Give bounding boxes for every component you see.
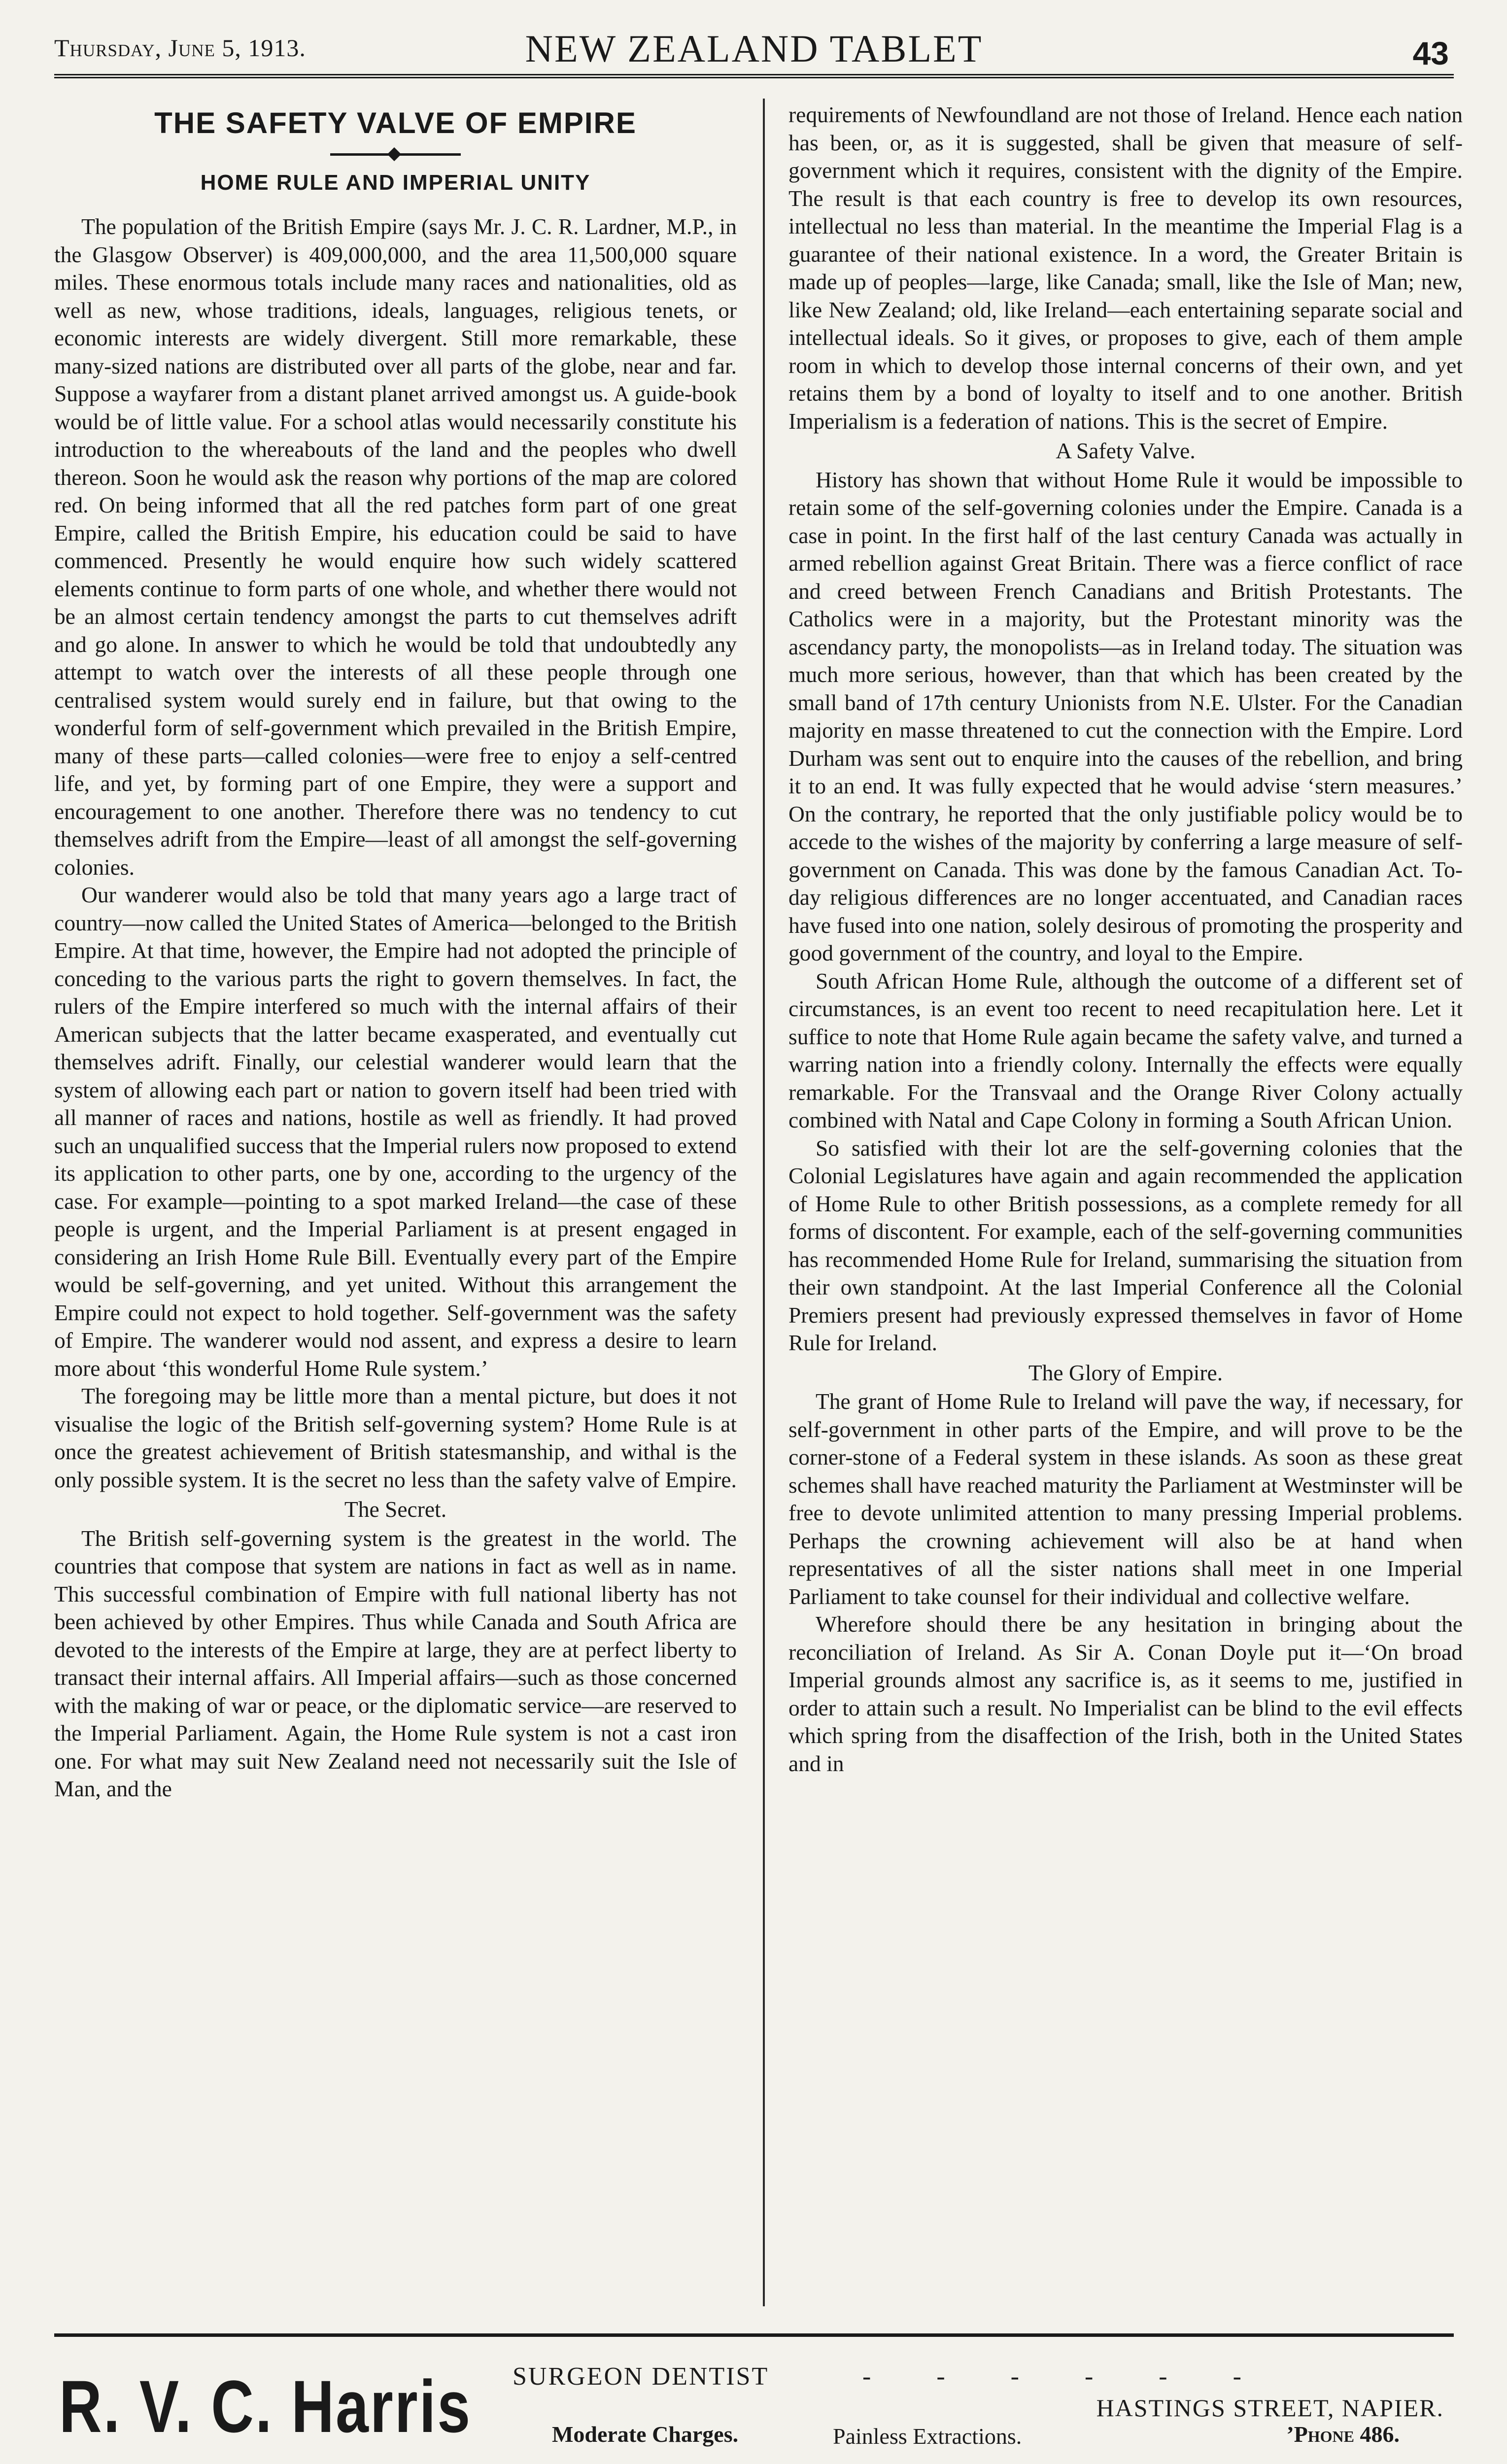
page-number: 43 <box>1412 35 1449 71</box>
advertiser-name: R. V. C. Harris <box>59 2365 472 2448</box>
dentist-advertisement <box>54 2333 1454 2462</box>
advertiser-charges: Moderate Charges. <box>552 2422 739 2447</box>
issue-date: Thursday, June 5, 1913. <box>54 34 306 62</box>
advertiser-address: HASTINGS STREET, NAPIER. <box>1096 2394 1444 2422</box>
column-rule <box>763 99 765 2306</box>
section-heading-safety-valve: A Safety Valve. <box>1056 438 1196 463</box>
ornament-divider <box>54 149 737 159</box>
paragraph: The population of the British Empire (says Mr. J. C. R. Lardner, M.P., in the Glasgow Observer) is 409,000,000, and the area 11,500,000 square miles. These enormous totals include many races and nationalities, old as well as new, whose traditions, ideals, languages, religious tenets, or economic interests are widely divergent. Still more remarkable, these many-sized nations are distributed over all parts of the globe, near and far. Suppose a wayfarer from a distant planet arrived amongst us. A guide-book would be of little value. For a school atlas would necessarily constitute his introduction to the whereabouts of the land and the peoples who dwell thereon. Soon he would ask the reason why portions of the map are colored red. On being informed that all the red patches form part of one great Empire, called the British Empire, his education could be said to have commenced. Presently he would enquire how such widely scattered elements continue to form parts of one whole, and whether there would not be an almost certain tendency amongst the parts to cut themselves adrift and go alone. In answer to which he would be told that undoubtedly any attempt to watch over the interests of all these people through one centralised system would surely end in failure, but that owing to the wonderful form of self-government which prevailed in the British Empire, many of these parts—called colonies—were free to enjoy a self-centred life, and yet, by forming part of one Empire, they were a support and encouragement to one another. Therefore there was no tendency to cut themselves adrift from the Empire—least of all amongst the self-governing colonies. <box>54 214 737 880</box>
advertiser-profession: SURGEON DENTIST <box>513 2362 769 2391</box>
advertiser-phone: ’Phone 486. <box>1286 2422 1400 2447</box>
paragraph: Wherefore should there be any hesitation in bringing about the reconciliation of Ireland. As Sir A. Conan Doyle put it—‘On broad Imperial grounds almost any sacrifice is, as it seems to me, justified in order to attain such a result. No Imperialist can be blind to the evil effects which spring from the disaffection of the Irish, both in the United States and in <box>788 1611 1463 1776</box>
paragraph: South African Home Rule, although the outcome of a different set of circumstances, is an event too recent to need recapitulation here. Let it suffice to note that Home Rule again became the safety valve, and turned a warring nation into a friendly colony. Internally the effects were equally remarkable. For the Transvaal and the Orange River Colony actually combined with Natal and Cape Colony in forming a South African Union. <box>788 968 1463 1132</box>
left-column <box>54 101 737 2299</box>
advertiser-extractions: Painless Extractions. <box>833 2424 1022 2449</box>
ad-top-rule <box>54 2333 1454 2337</box>
paragraph: The foregoing may be little more than a mental picture, but does it not visualise the logic of the British self-governing system? Home Rule is at once the greatest achievement of British statesmanship, and withal is the only possible system. It is the secret no less than the safety valve of Empire. <box>54 1383 737 1492</box>
section-heading-glory: The Glory of Empire. <box>1028 1360 1223 1385</box>
masthead <box>54 20 1454 78</box>
right-column <box>788 101 1463 2299</box>
paragraph: requirements of Newfoundland are not those of Ireland. Hence each nation has been, or, as it is suggested, shall be given that measure of self-government which it requires, consistent with the dignity of the Empire. The result is that each country is free to develop its own resources, intellectual no less than material. In the meantime the Imperial Flag is a guarantee of their national existence. In a word, the Greater Britain is made up of peoples—large, like Canada; small, like the Isle of Man; new, like New Zealand; old, like Ireland—each entertaining separate social and intellectual ideals. So it gives, or proposes to give, each of them ample room in which to develop those internal concerns of their own, and yet retains them by a bond of loyalty to itself and to one another. British Imperialism is a federation of nations. This is the secret of Empire. <box>788 102 1463 434</box>
article-headline: THE SAFETY VALVE OF EMPIRE <box>154 106 637 139</box>
section-heading-secret: The Secret. <box>344 1497 447 1522</box>
diamond-ornament-icon <box>387 147 401 161</box>
paragraph: History has shown that without Home Rule it would be impossible to retain some of the self-governing colonies under the Empire. Canada is a case in point. In the first half of the last century Canada was actually in armed rebellion against Great Britain. There was a fierce conflict of race and creed between French Canadians and British Protestants. The Catholics were in a majority, but the Protestant minority was the ascendancy party, the monopolists—as in Ireland today. The situation was much more serious, however, than that which has been created by the small band of 17th century Unionists from N.E. Ulster. For the Canadian majority en masse threatened to cut the connection with the Empire. Lord Durham was sent out to enquire into the causes of the rebellion, and bring it to an end. It was fully expected that he would advise ‘stern measures.’ On the contrary, he reported that the only justifiable policy would be to accede to the wishes of the majority by conferring a large measure of self-government on Canada. This was done by the famous Canadian Act. To-day religious differences are no longer accentuated, and Canadian races have fused into one nation, solely desirous of promoting the prosperity and good government of the country, and loyal to the Empire. <box>788 467 1463 965</box>
paragraph: The British self-governing system is the greatest in the world. The countries that compose that system are nations in fact as well as in name. This successful combination of Empire with full national liberty has not been achieved by other Empires. Thus while Canada and South Africa are devoted to the interests of the Empire at large, they are at perfect liberty to transact their internal affairs. All Imperial affairs—such as those concerned with the making of war or peace, or the diplomatic service—are reserved to the Imperial Parliament. Again, the Home Rule system is not a cast iron one. For what may suit New Zealand need not necessarily suit the Isle of Man, and the <box>54 1525 737 1801</box>
paragraph: So satisfied with their lot are the self-governing colonies that the Colonial Legislatures have again and again recommended the application of Home Rule to other British possessions, as a complete remedy for all forms of discontent. For example, each of the self-governing communities has recommended Home Rule for Ireland, summarising the situation from their own standpoint. At the last Imperial Conference all the Colonial Premiers present had previously expressed themselves in favor of Home Rule for Ireland. <box>788 1135 1463 1355</box>
article-subheadline: HOME RULE AND IMPERIAL UNITY <box>200 171 591 195</box>
leader-dashes: - - - - - - <box>862 2362 1271 2391</box>
paragraph: Our wanderer would also be told that many years ago a large tract of country—now called the United States of America—belonged to the British Empire. At that time, however, the Empire had not adopted the principle of conceding to the various parts the right to govern themselves. In fact, the rulers of the Empire interfered so much with the internal affairs of their American subjects that the latter became exasperated, and eventually cut themselves adrift. Finally, our celestial wanderer would learn that the system of allowing each part or nation to govern itself had been tried with all manner of races and nations, hostile as well as friendly. It had proved such an unqualified success that the Imperial rulers now proposed to extend its application to other parts, one by one, according to the urgency of the case. For example—pointing to a spot marked Ireland—the case of these people is urgent, and the Imperial Parliament is at present engaged in considering an Irish Home Rule Bill. Eventually every part of the Empire would be self-governing, and yet united. Without this arrangement the Empire could not expect to hold together. Self-government was the safety of Empire. The wanderer would nod assent, and express a desire to learn more about ‘this wonderful Home Rule system.’ <box>54 882 737 1381</box>
paragraph: The grant of Home Rule to Ireland will pave the way, if necessary, for self-government in other parts of the Empire, and will prove to be the corner-stone of a Federal system in these islands. As soon as these great schemes shall have reached maturity the Parliament at Westminster will be free to devote unlimited attention to many pressing Imperial problems. Perhaps the crowning achievement will also be at hand when representatives of all the sister nations shall meet in one Imperial Parliament to take counsel for their individual and collective welfare. <box>788 1389 1463 1609</box>
newspaper-title: NEW ZEALAND TABLET <box>525 27 983 70</box>
